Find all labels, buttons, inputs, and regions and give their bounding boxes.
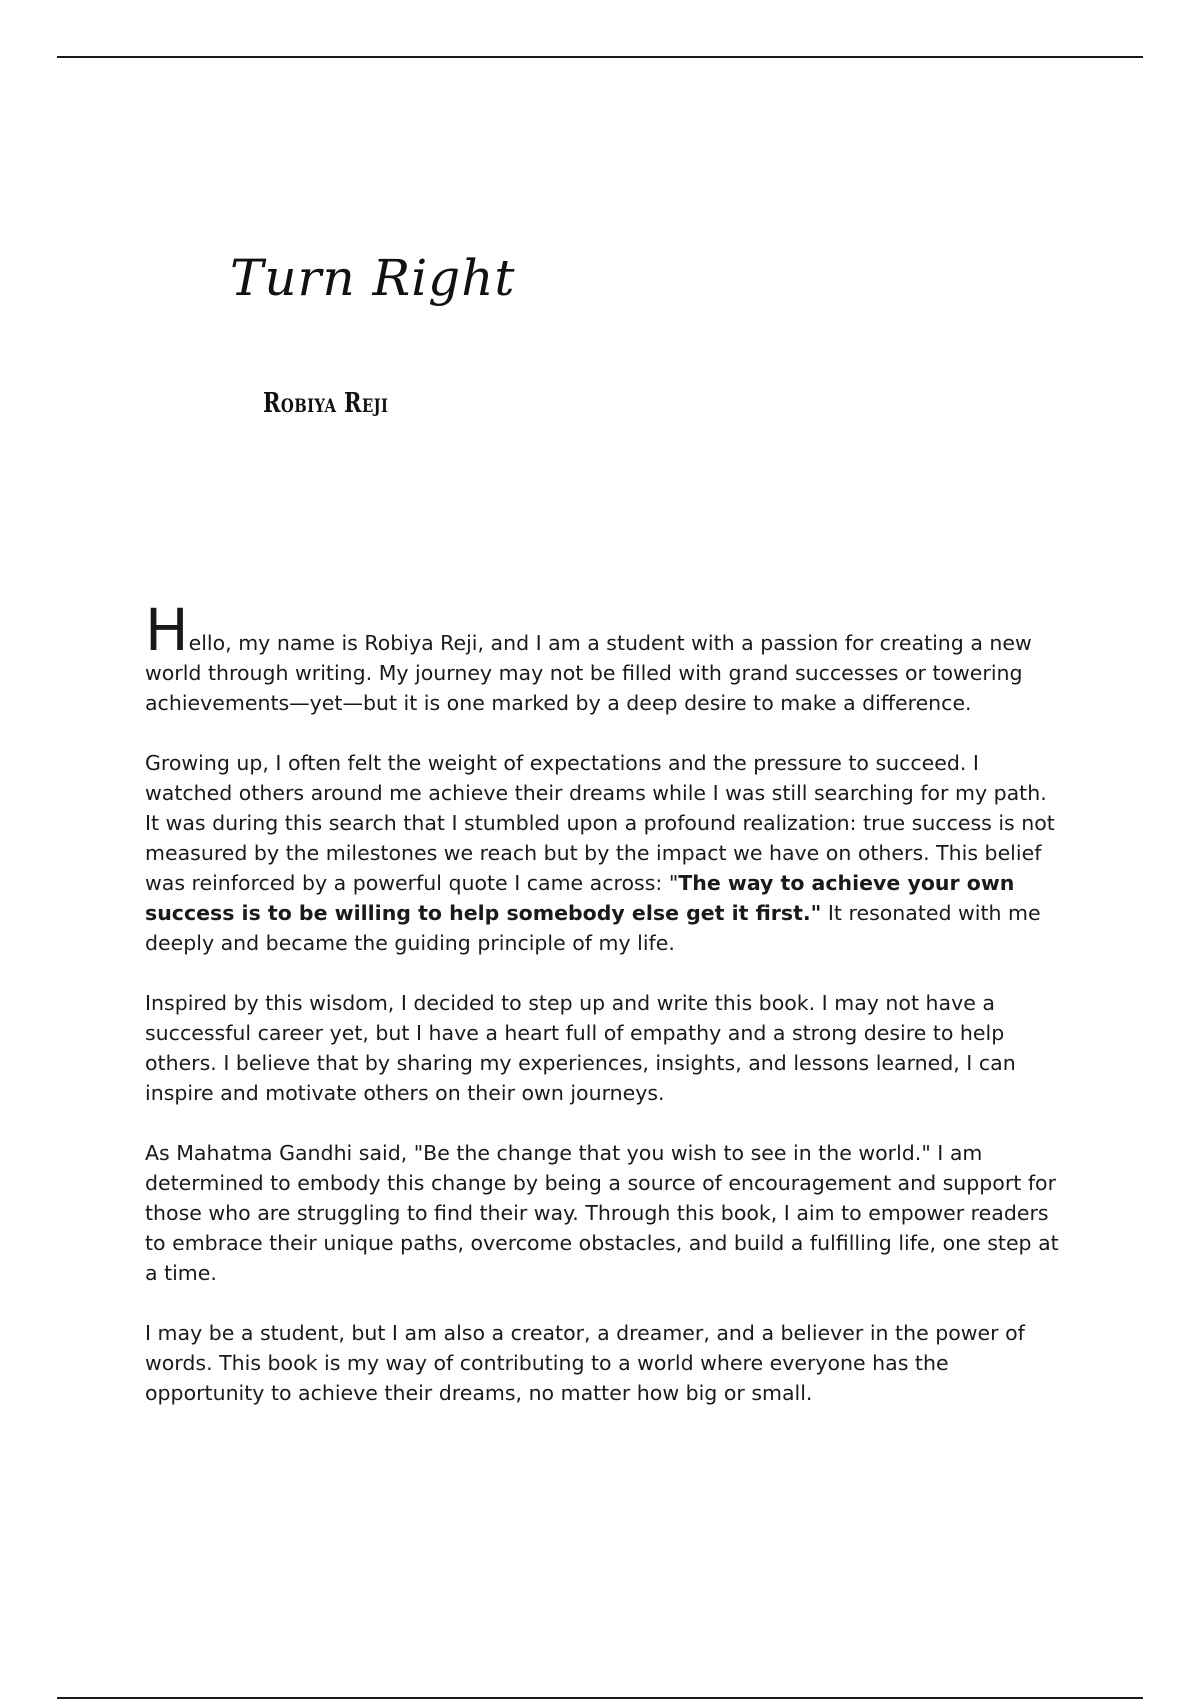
paragraph-intro-text: ello, my name is Robiya Reji, and I am a student with a passion for creating a new world through writing. My journey may not be filled with grand successes or towering achievements—yet—but it is one marked by a deep desire to make a difference. (145, 631, 1032, 715)
drop-cap: H (145, 596, 189, 664)
book-title: Turn Right (230, 249, 516, 307)
body-text (145, 596, 1060, 1438)
author-name: Robiya Reji (263, 388, 389, 419)
paragraph-growing-up-tail: It resonated with me deeply and became the guiding principle of my life. (145, 901, 1041, 955)
paragraph-intro (145, 596, 1060, 718)
paragraph-growing-up-text: Growing up, I often felt the weight of expectations and the pressure to succeed. I watched others around me achieve their dreams while I was still searching for my path. It was during this search that I stumbled upon a profound realization: true success is not measured by the milestones we reach but by the impact we have on others. This belief was reinforced by a powerful quote I came across: " (145, 751, 1055, 895)
paragraph-growing-up (145, 748, 1060, 958)
bottom-rule (57, 1697, 1143, 1699)
paragraph-inspired: Inspired by this wisdom, I decided to step up and write this book. I may not have a successful career yet, but I have a heart full of empathy and a strong desire to help others. I believe that by sharing my experiences, insights, and lessons learned, I can inspire and motivate others on their own journeys. (145, 991, 1016, 1105)
paragraph-closing: I may be a student, but I am also a creator, a dreamer, and a believer in the power of words. This book is my way of contributing to a world where everyone has the opportunity to achieve their dreams, no matter how big or small. (145, 1321, 1025, 1405)
top-rule (57, 56, 1143, 58)
bold-quote: The way to achieve your own success is to be willing to help somebody else get it first." (145, 871, 1015, 925)
paragraph-gandhi: As Mahatma Gandhi said, "Be the change that you wish to see in the world." I am determined to embody this change by being a source of encouragement and support for those who are struggling to find their way. Through this book, I aim to empower readers to embrace their unique paths, overcome obstacles, and build a fulfilling life, one step at a time. (145, 1141, 1059, 1285)
